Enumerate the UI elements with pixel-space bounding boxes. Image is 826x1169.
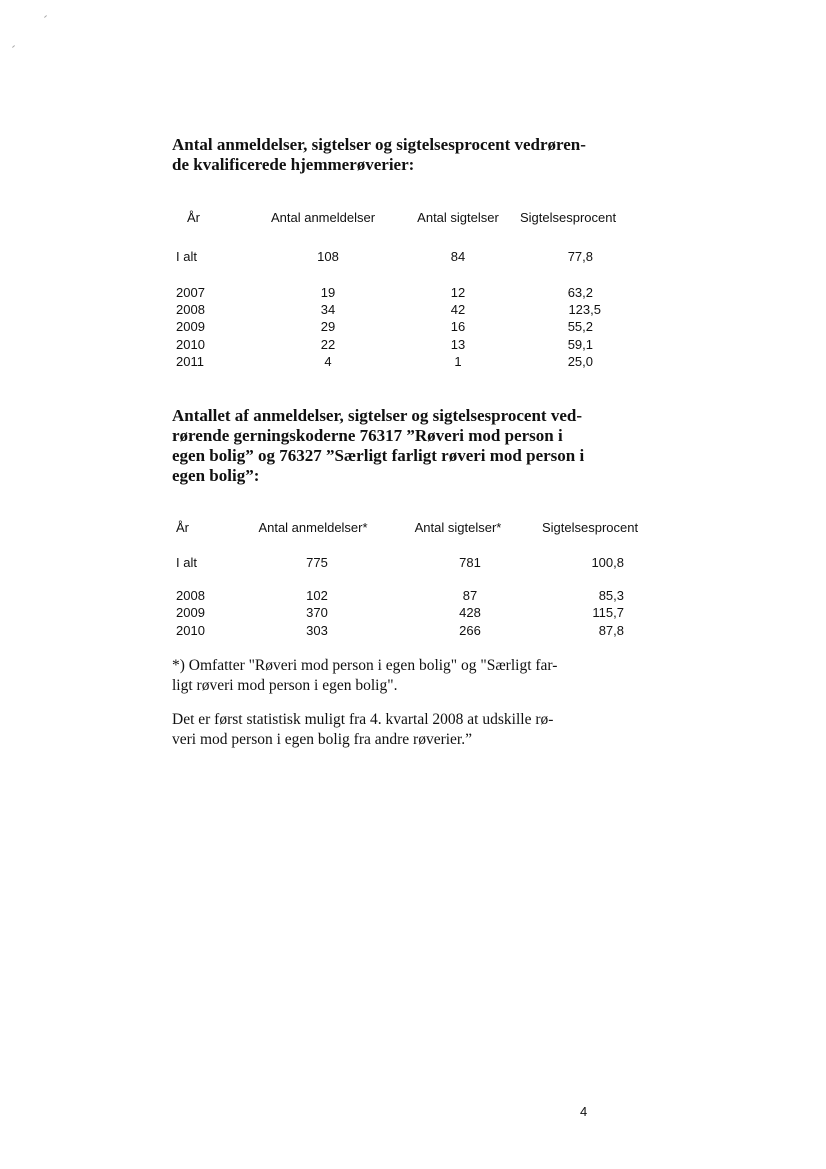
col-header-procent: Sigtelsesprocent [542,520,639,535]
scan-speck [12,45,15,48]
scan-speck [44,15,47,18]
row-anmeldelser: 370 [306,605,328,620]
col-header-sigtelser: Antal sigtelser [417,210,499,225]
row-year: 2007 [176,285,205,300]
row-anmeldelser: 34 [320,302,336,317]
note-line1: Det er først statistisk muligt fra 4. kvartal 2008 at udskille rø- [172,711,554,728]
section2-heading-line4: egen bolig”: [172,466,260,485]
page-number: 4 [580,1104,588,1119]
row-procent: 87,8 [598,623,624,638]
col-header-anmeldelser: Antal anmeldelser* [258,520,368,535]
row-sigtelser: 87 [462,588,478,603]
section2-heading [172,406,594,486]
row-sigtelser: 12 [450,285,466,300]
col-header-anmeldelser: Antal anmeldelser [270,210,376,225]
total-procent: 77,8 [567,249,593,264]
col-header-procent: Sigtelsesprocent [520,210,617,225]
row-year: 2011 [176,354,204,369]
row-procent: 63,2 [567,285,593,300]
row-procent: 25,0 [567,354,593,369]
row-anmeldelser: 102 [306,588,328,603]
section2-heading-line2: rørende gerningskoderne 76317 ”Røveri mod person i [172,426,563,445]
row-procent: 123,5 [568,302,601,317]
section2-heading-line1: Antallet af anmeldelser, sigtelser og sigtelsesprocent ved- [172,406,582,425]
row-sigtelser: 13 [450,337,466,352]
col-header-year: År [187,210,200,225]
col-header-year: År [176,520,189,535]
total-sigtelser: 781 [459,555,481,570]
total-anmeldelser: 108 [317,249,339,264]
footnote-line2: ligt røveri mod person i egen bolig". [172,677,398,694]
row-sigtelser: 1 [454,354,462,369]
row-year: 2009 [176,319,205,334]
row-anmeldelser: 29 [320,319,336,334]
footnote-line1: *) Omfatter "Røveri mod person i egen bolig" og "Særligt far- [172,657,558,674]
note-line2: veri mod person i egen bolig fra andre røverier.” [172,731,472,748]
section1-heading-line2: de kvalificerede hjemmerøverier: [172,155,415,174]
row-sigtelser: 428 [459,605,481,620]
row-anmeldelser: 4 [324,354,332,369]
total-procent: 100,8 [591,555,624,570]
total-anmeldelser: 775 [306,555,328,570]
section1-heading-line1: Antal anmeldelser, sigtelser og sigtelsesprocent vedrøren- [172,135,586,154]
row-year: 2010 [176,623,205,638]
total-label: I alt [176,249,197,264]
row-procent: 115,7 [592,605,624,620]
row-anmeldelser: 303 [306,623,328,638]
row-year: 2008 [176,302,205,317]
row-procent: 55,2 [567,319,593,334]
row-procent: 85,3 [598,588,624,603]
section2-heading-line3: egen bolig” og 76327 ”Særligt farligt røveri mod person i [172,446,585,465]
row-anmeldelser: 19 [320,285,336,300]
row-sigtelser: 266 [459,623,481,638]
row-year: 2009 [176,605,205,620]
row-sigtelser: 42 [450,302,466,317]
section1-heading [172,135,594,175]
footnote [172,656,602,696]
total-label: I alt [176,555,197,570]
col-header-sigtelser: Antal sigtelser* [414,520,502,535]
total-sigtelser: 84 [450,249,466,264]
note-paragraph [172,710,602,750]
row-year: 2010 [176,337,205,352]
row-anmeldelser: 22 [320,337,336,352]
row-sigtelser: 16 [450,319,466,334]
row-procent: 59,1 [567,337,593,352]
row-year: 2008 [176,588,205,603]
